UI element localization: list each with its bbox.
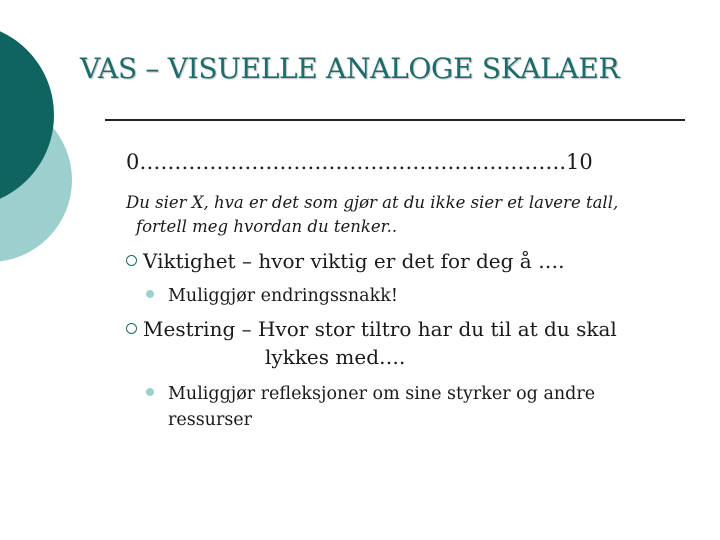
bullet-mestring-line-2: lykkes med…. <box>265 345 406 369</box>
dot-bullet-icon <box>146 388 154 396</box>
bullet-mestring <box>126 316 617 342</box>
circle-bullet-icon <box>126 323 137 334</box>
scale-line: 0…………………………………………………….10 <box>126 150 593 174</box>
decorative-circles <box>0 0 120 300</box>
circle-bullet-icon <box>126 255 137 266</box>
bullet-text: Viktighet – hvor viktig er det for deg å …. <box>143 249 565 273</box>
question-line-1: Du sier X, hva er det som gjør at du ikke sier et lavere tall, <box>126 193 619 212</box>
question-line-2: fortell meg hvordan du tenker.. <box>136 217 398 236</box>
dot-bullet-icon <box>146 290 154 298</box>
bullet-viktighet <box>126 248 564 274</box>
sub-bullet-refleksjoner-line-2: ressurser <box>168 410 253 430</box>
question-text <box>126 191 686 239</box>
sub-bullet-refleksjoner <box>146 382 595 406</box>
slide-title: VAS – VISUELLE ANALOGE SKALAER <box>80 52 620 85</box>
title-divider <box>105 119 685 121</box>
sub-bullet-endringssnakk <box>146 284 398 308</box>
sub-bullet-text: Muliggjør refleksjoner om sine styrker og andre <box>168 384 596 404</box>
bullet-text: Mestring – Hvor stor tiltro har du til at du skal <box>143 317 617 341</box>
sub-bullet-text: Muliggjør endringssnakk! <box>168 286 398 306</box>
